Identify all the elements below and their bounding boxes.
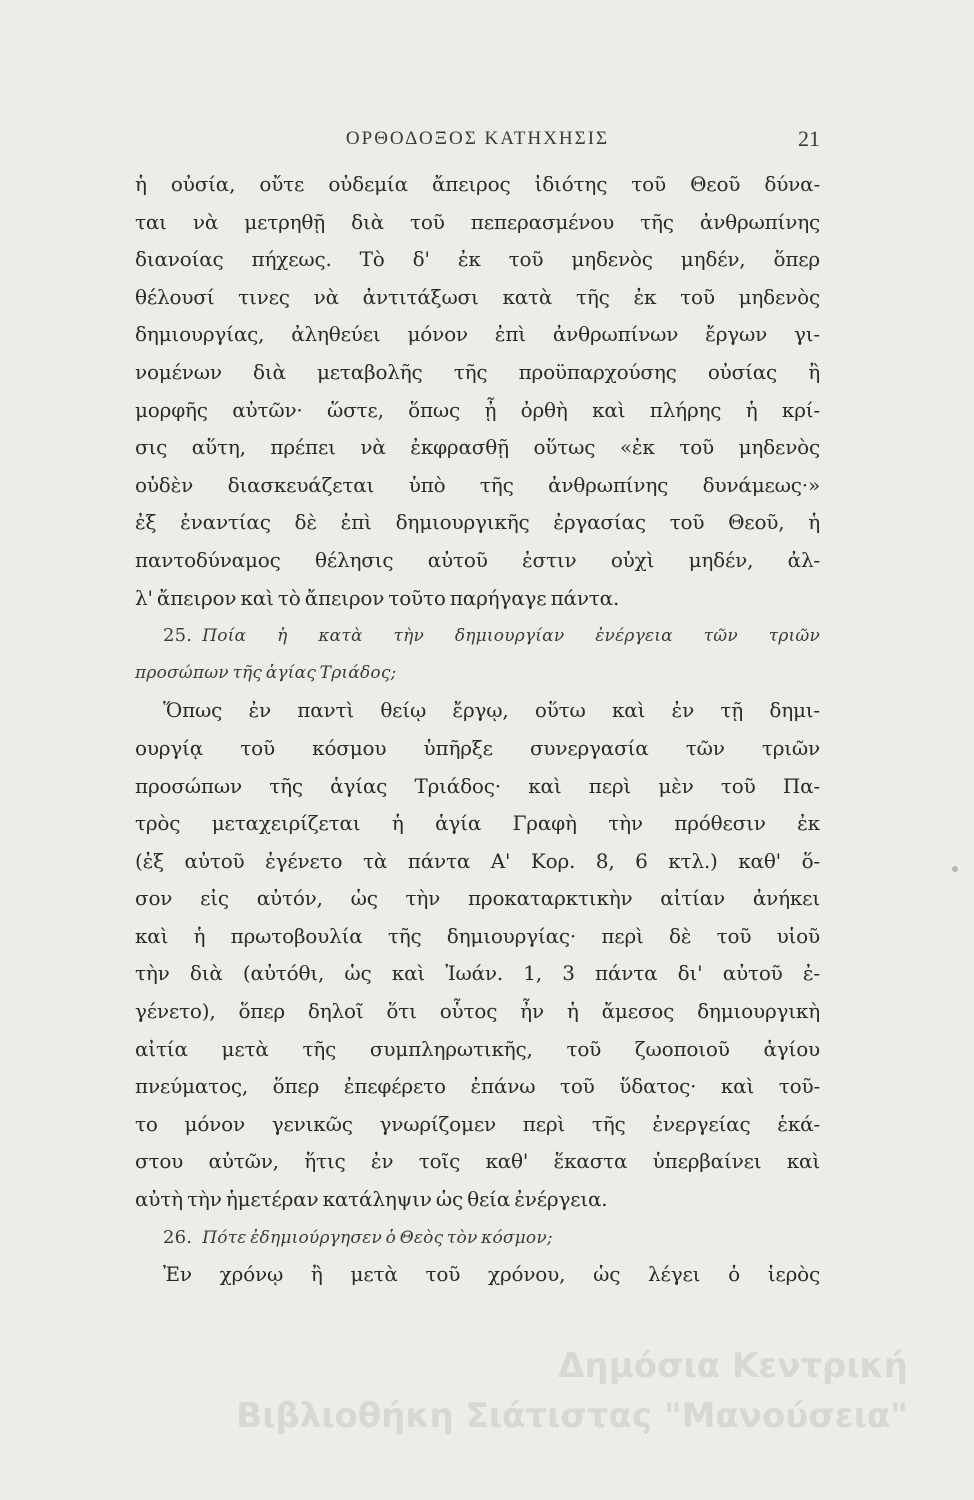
text-line: πνεύματος, ὅπερ ἐπεφέρετο ἐπάνω τοῦ ὕδατος· καὶ τοῦ-	[135, 1074, 820, 1099]
margin-speck	[952, 866, 958, 872]
question-heading-continued: προσώπων τῆς ἁγίας Τριάδος;	[135, 662, 397, 683]
text-line: τὴν διὰ (αὐτόθι, ὡς καὶ Ἰωάν. 1, 3 πάντα δι' αὐτοῦ ἐ-	[135, 961, 820, 986]
page-body	[135, 166, 820, 1294]
text-line: στου αὐτῶν, ἥτις ἐν τοῖς καθ' ἕκαστα ὑπερβαίνει καὶ	[135, 1149, 820, 1174]
text-line: γένετο), ὅπερ δηλοῖ ὅτι οὗτος ἦν ἡ ἄμεσος δημιουργικὴ	[135, 999, 820, 1024]
text-line: ἡ οὐσία, οὔτε οὐδεμία ἄπειρος ἰδιότης τοῦ Θεοῦ δύνα-	[135, 172, 820, 196]
running-title: ΟΡΘΟΔΟΞΟΣ ΚΑΤΗΧΗΣΙΣ	[345, 128, 610, 149]
question-number: 26.	[163, 1226, 193, 1248]
library-watermark-line-2: Βιβλιοθήκη Σιάτιστας "Μανούσεια"	[236, 1396, 908, 1436]
text-line: καὶ ἡ πρωτοβουλία τῆς δημιουργίας· περὶ δὲ τοῦ υἱοῦ	[135, 923, 820, 948]
question-text: Πότε ἐδημιούργησεν ὁ Θεὸς τὸν κόσμον;	[202, 1227, 553, 1248]
text-line: ουργίᾳ τοῦ κόσμου ὑπῆρξε συνεργασία τῶν τριῶν	[135, 735, 820, 760]
page-header	[135, 128, 820, 160]
question-text: Ποία ἡ κατὰ τὴν δημιουργίαν ἐνέργεια τῶν τριῶν	[202, 626, 820, 647]
text-line: σις αὕτη, πρέπει νὰ ἐκφρασθῇ οὕτως «ἐκ τοῦ μηδενὸς	[135, 435, 820, 460]
text-line: διανοίας πήχεως. Τὸ δ' ἐκ τοῦ μηδενὸς μηδέν, ὅπερ	[135, 247, 820, 272]
page-number: 21	[798, 126, 820, 151]
text-line: σον εἰς αὐτόν, ὡς τὴν προκαταρκτικὴν αἰτίαν ἀνήκει	[135, 886, 820, 911]
text-line: θέλουσί τινες νὰ ἀντιτάξωσι κατὰ τῆς ἐκ τοῦ μηδενὸς	[135, 284, 820, 309]
text-line: προσώπων τῆς ἁγίας Τριάδος· καὶ περὶ μὲν τοῦ Πα-	[135, 773, 820, 798]
text-line: ται νὰ μετρηθῇ διὰ τοῦ πεπερασμένου τῆς ἀνθρωπίνης	[135, 209, 820, 234]
text-line: παντοδύναμος θέλησις αὐτοῦ ἐστιν οὐχὶ μηδέν, ἀλ-	[135, 547, 820, 572]
text-line: ἐξ ἐναντίας δὲ ἐπὶ δημιουργικῆς ἐργασίας τοῦ Θεοῦ, ἡ	[135, 510, 820, 535]
library-watermark-line-1: Δημόσια Κεντρική	[558, 1346, 908, 1386]
text-line: λ' ἄπειρον καὶ τὸ ἄπειρον τοῦτο παρήγαγε πάντα.	[135, 585, 620, 610]
text-line: τρὸς μεταχειρίζεται ἡ ἁγία Γραφὴ τὴν πρόθεσιν ἐκ	[135, 811, 820, 836]
text-line: νομένων διὰ μεταβολῆς τῆς προϋπαρχούσης οὐσίας ἢ	[135, 359, 820, 384]
text-line: Ἐν χρόνῳ ἢ μετὰ τοῦ χρόνου, ὡς λέγει ὁ ἱερὸς	[163, 1262, 820, 1287]
text-line: αἰτία μετὰ τῆς συμπληρωτικῆς, τοῦ ζωοποιοῦ ἁγίου	[135, 1036, 820, 1061]
text-line: οὐδὲν διασκευάζεται ὑπὸ τῆς ἀνθρωπίνης δυνάμεως·»	[135, 472, 820, 497]
question-heading	[135, 1219, 820, 1257]
text-line: (ἐξ αὐτοῦ ἐγένετο τὰ πάντα Α' Κορ. 8, 6 κτλ.) καθ' ὅ-	[135, 848, 820, 873]
text-line: αὐτὴ τὴν ἡμετέραν κατάληψιν ὡς θεία ἐνέργεια.	[135, 1187, 608, 1212]
text-line: δημιουργίας, ἀληθεύει μόνον ἐπὶ ἀνθρωπίνων ἔργων γι-	[135, 322, 820, 347]
text-line: Ὅπως ἐν παντὶ θείῳ ἔργῳ, οὕτω καὶ ἐν τῇ δημι-	[163, 698, 820, 723]
question-number: 25.	[163, 625, 193, 647]
question-heading	[135, 617, 820, 655]
text-line: το μόνον γενικῶς γνωρίζομεν περὶ τῆς ἐνεργείας ἑκά-	[135, 1111, 820, 1136]
text-line: μορφῆς αὐτῶν· ὥστε, ὅπως ᾖ ὀρθὴ καὶ πλήρης ἡ κρί-	[135, 397, 820, 422]
